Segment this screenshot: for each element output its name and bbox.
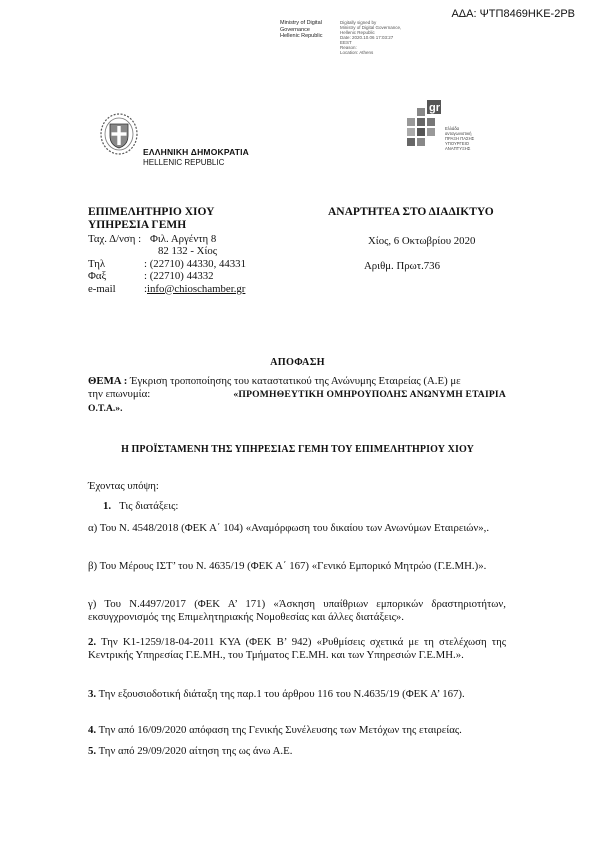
- provision-4-number: 4.: [88, 724, 97, 736]
- provision-5-number: 5.: [88, 745, 97, 757]
- logo-line: ΥΠΟΥΡΓΕΙΟ ΑΝΑΠΤΥΞΗΣ: [445, 141, 471, 151]
- address-label: Ταχ. Δ/νση :: [88, 233, 142, 245]
- signature-line: Hellenic Republic: [280, 33, 323, 39]
- having-considered: Έχοντας υπόψη:: [88, 480, 159, 492]
- document-date: Χίος, 6 Οκτωβρίου 2020: [368, 235, 476, 247]
- provision-a: α) Του Ν. 4548/2018 (ΦΕΚ Α΄ 104) «Αναμόρφωση του δικαίου των Ανωνύμων Εταιρειών»,.: [88, 522, 490, 534]
- phone-value: : (22710) 44330, 44331: [144, 257, 246, 270]
- subject-text-2: την επωνυμία:: [88, 388, 151, 401]
- postcode-value: 82 132 - Χίος: [158, 245, 218, 258]
- company-name-end: Ο.Τ.Α.».: [88, 402, 123, 414]
- hellenic-republic-title: [143, 147, 249, 167]
- provision-4-text: Την από 16/09/2020 απόφαση της Γενικής Συνέλευσης των Μετόχων της εταιρείας.: [96, 724, 462, 736]
- digital-signature: [280, 20, 420, 55]
- provision-2: [88, 636, 506, 663]
- signature-detail: Ministry of Digital Governance,: [340, 25, 402, 30]
- provision-3-number: 3.: [88, 688, 97, 700]
- ada-code: ΑΔΑ: ΨΤΠ8469ΗΚΕ-2ΡΒ: [451, 8, 575, 20]
- publish-notice: ΑΝΑΡΤΗΤΕΑ ΣΤΟ ΔΙΑΔΙΚΤΥΟ: [328, 206, 494, 218]
- subject-text: Έγκριση τροποποίησης του καταστατικού της Ανώνυμης Εταιρείας (Α.Ε) με: [127, 375, 461, 387]
- provision-4: [88, 724, 506, 737]
- provisions-heading: [103, 500, 178, 512]
- subject-label: ΘΕΜΑ :: [88, 375, 128, 387]
- provision-3: [88, 688, 506, 701]
- director-title: Η ΠΡΟΪΣΤΑΜΕΝΗ ΤΗΣ ΥΠΗΡΕΣΙΑΣ ΓΕΜΗ ΤΟΥ ΕΠΙΜΕΛΗΤΗΡΙΟΥ ΧΙΟΥ: [121, 444, 474, 455]
- signature-line: Governance: [280, 26, 310, 33]
- logo-line: ΠΡΑΞΗ ΠΑΣΗΣ: [445, 136, 475, 141]
- provision-5-text: Την από 29/09/2020 αίτηση της ως άνω Α.Ε.: [96, 745, 293, 757]
- fax-label: Φαξ: [88, 270, 107, 283]
- contact-block: [88, 233, 246, 295]
- signature-detail: Date: 2020.10.06 17:03:27: [340, 35, 394, 40]
- signature-detail: Hellenic Republic: [340, 30, 375, 35]
- greece-competitive-logo-icon: [405, 98, 485, 158]
- provision-2-number: 2.: [88, 636, 97, 648]
- provision-b: β) Του Μέρους ΙΣΤ’ του Ν. 4635/19 (ΦΕΚ Α΄ 167) «Γενικό Εμπορικό Μητρώο (Γ.Ε.ΜΗ.)».: [88, 560, 487, 572]
- phone-label: Τηλ: [88, 257, 106, 270]
- greek-emblem-icon: [99, 112, 139, 156]
- company-name: «ΠΡΟΜΗΘΕΥΤΙΚΗ ΟΜΗΡΟΥΠΟΛΗΣ ΑΝΩΝΥΜΗ ΕΤΑΙΡΙΑ: [233, 389, 506, 401]
- provision-3-text: Την εξουσιοδοτική διάταξη της παρ.1 του άρθρου 116 του Ν.4635/19 (ΦΕΚ Α’ 167).: [96, 688, 465, 700]
- protocol-number: Αριθμ. Πρωτ.736: [364, 260, 440, 272]
- republic-greek: ΕΛΛΗΝΙΚΗ ΔΗΜΟΚΡΑΤΙΑ: [143, 147, 250, 157]
- subject-block: [88, 375, 506, 415]
- signature-detail: Digitally signed by: [340, 20, 377, 25]
- provision-5: [88, 745, 506, 758]
- organization-header: [88, 206, 214, 232]
- service-name: ΥΠΗΡΕΣΙΑ ΓΕΜΗ: [88, 219, 187, 231]
- organization-name: ΕΠΙΜΕΛΗΤΗΡΙΟ ΧΙΟΥ: [88, 206, 215, 218]
- provision-c: γ) Του Ν.4497/2017 (ΦΕΚ Α’ 171) «Άσκηση υπαίθριων εμπορικών δραστηριοτήτων, εκσυγχρονισμός της Επιμελητηριακής Νομοθεσίας και άλλες διατάξεις».: [88, 598, 506, 624]
- logo-line: Ελλάδα: [445, 126, 460, 131]
- email-link[interactable]: info@chioschamber.gr: [147, 282, 246, 295]
- provision-2-text: Την Κ1-1259/18-04-2011 ΚΥΑ (ΦΕΚ Β’ 942) «Ρυθμίσεις σχετικά με τη στελέχωση της Κεντρικής Υπηρεσίας Γ.Ε.ΜΗ., του Τμήματος Γ.Ε.ΜΗ. και των Υπηρεσιών Γ.Ε.ΜΗ.».: [88, 636, 506, 662]
- signature-line: Ministry of Digital: [280, 20, 322, 26]
- republic-english: HELLENIC REPUBLIC: [143, 158, 225, 167]
- logo-line: ανταγωνιστική: [445, 131, 472, 136]
- provisions-number: 1.: [103, 500, 112, 512]
- address-value: Φιλ. Αργέντη 8: [150, 233, 217, 245]
- svg-text:gr: gr: [429, 102, 440, 114]
- email-label: e-mail: [88, 282, 116, 295]
- fax-value: : (22710) 44332: [144, 270, 214, 283]
- signature-detail: Location: Athens: [340, 50, 374, 55]
- signature-detail: Reason:: [340, 45, 357, 50]
- provisions-text: Τις διατάξεις:: [119, 500, 179, 512]
- decision-title: ΑΠΟΦΑΣΗ: [270, 357, 325, 368]
- email-prefix: :: [144, 282, 147, 295]
- signature-detail: EEST: [340, 40, 352, 45]
